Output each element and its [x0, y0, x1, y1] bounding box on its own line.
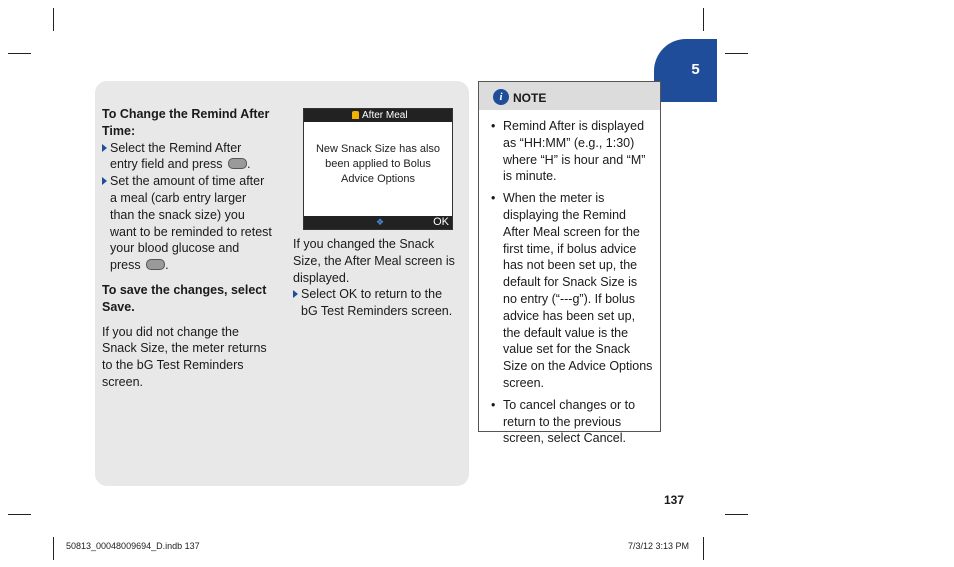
list-item: • Remind After is displayed as “HH:MM” (e.g., 1:30) where “H” is hour and “M” is minute.: [491, 119, 646, 184]
page-number: 137: [664, 493, 685, 507]
crop-mark: [53, 537, 54, 560]
meter-button-icon: [146, 259, 165, 270]
slug-file: 50813_00048009694_D.indb 137: [66, 541, 200, 551]
note-header: [479, 82, 660, 110]
step-select-remind-after: Select the Remind After entry field and press .: [102, 140, 272, 174]
crop-mark: [8, 514, 31, 515]
crop-mark: [703, 8, 704, 31]
step-select-ok: Select OK to return to the bG Test Reminders screen.: [293, 286, 455, 320]
right-column: [293, 236, 455, 320]
note-label: NOTE: [513, 91, 547, 105]
step-arrow-icon: [102, 144, 107, 152]
crop-mark: [53, 8, 54, 31]
crop-mark: [725, 53, 748, 54]
screen-bottom-bar: [304, 216, 452, 229]
slug-date: 7/3/12 3:13 PM: [628, 541, 690, 551]
info-icon: i: [493, 89, 509, 105]
note-box: [478, 81, 661, 446]
list-item: • To cancel changes or to return to the previous screen, select Cancel.: [491, 397, 636, 446]
screen-message: New Snack Size has also been applied to Bolus Advice Options: [315, 143, 441, 185]
after-meal-text: If you changed the Snack Size, the After Meal screen is displayed.: [293, 237, 455, 285]
meter-button-icon: [228, 158, 247, 169]
step-arrow-icon: [293, 290, 298, 298]
crop-mark: [8, 53, 31, 54]
screen-title-bar: [304, 109, 452, 122]
screen-title: After Meal: [362, 110, 408, 121]
ok-button[interactable]: OK: [433, 216, 449, 228]
crop-mark: [725, 514, 748, 515]
step-arrow-icon: [102, 177, 107, 185]
save-heading: To save the changes, select Save.: [102, 282, 267, 314]
note-list: [491, 118, 653, 452]
chapter-number: 5: [691, 61, 700, 78]
left-column: [102, 106, 272, 391]
step-set-time: Set the amount of time after a meal (carb entry larger than the snack size) you want to be reminded to retest your blood glucose and press .: [102, 173, 272, 274]
chapter-tab: [654, 39, 717, 102]
meter-screen: [303, 108, 453, 230]
save-note: If you did not change the Snack Size, the meter returns to the bG Test Reminders screen.: [102, 324, 267, 389]
list-item: • When the meter is displaying the Remind After Meal screen for the first time, if bolus advice has not been set up, the default for Snack Size is no entry (“---g”). If bolus advice has been set up, the default value is the value set for the Snack Size on the Advice Options screen.: [491, 191, 653, 390]
bluetooth-icon: ❖: [376, 217, 385, 227]
after-meal-icon: [352, 111, 359, 119]
remind-after-heading: To Change the Remind After Time:: [102, 107, 270, 138]
crop-mark: [703, 537, 704, 560]
